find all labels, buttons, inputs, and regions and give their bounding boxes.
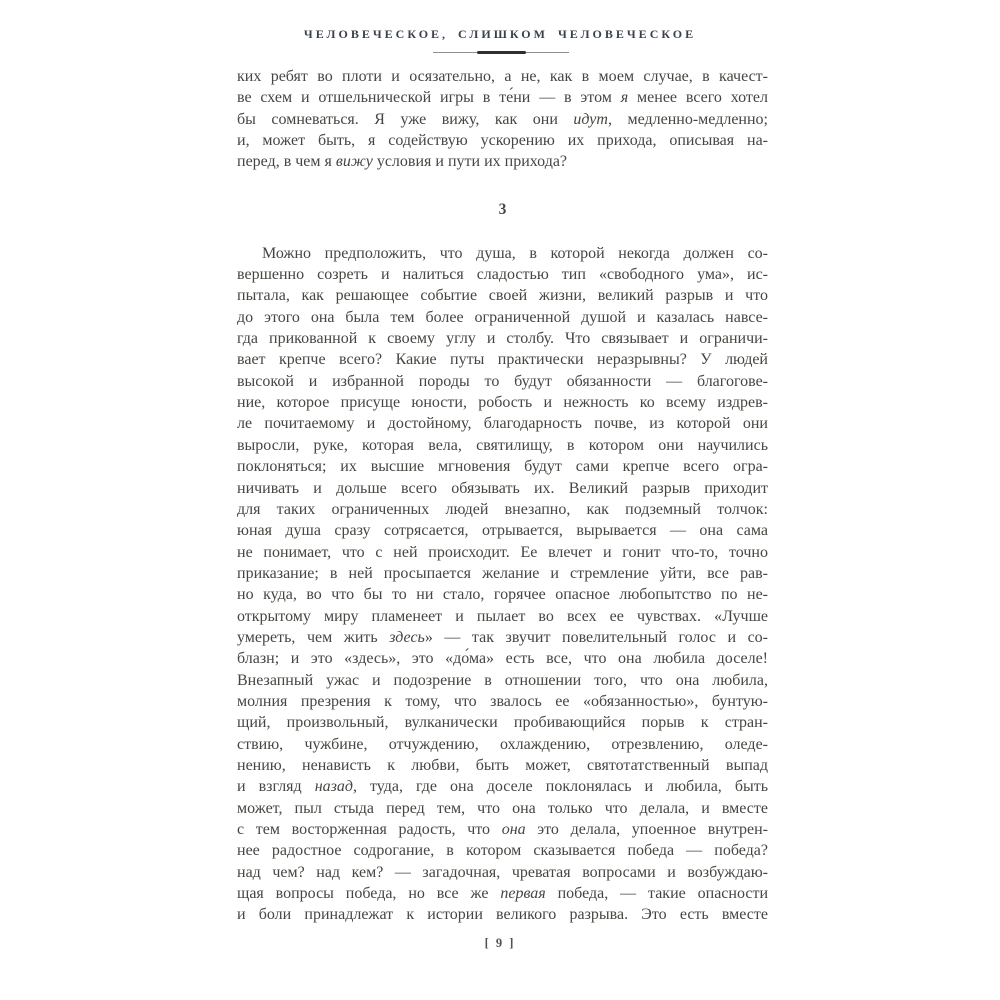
text-line bbox=[237, 456, 768, 477]
text-line bbox=[237, 563, 768, 584]
text-line bbox=[237, 520, 768, 541]
text-run: нению, ненависть к любви, быть может, святотатственный выпад bbox=[237, 756, 768, 774]
text-run: Можно предположить, что душа, в которой некогда должен со- bbox=[262, 244, 768, 262]
text-line bbox=[237, 776, 768, 797]
text-run: блазн; и это «здесь», это «до́ма» есть все, что она любила доселе! bbox=[237, 650, 768, 668]
text-line bbox=[237, 499, 768, 520]
paragraph bbox=[237, 66, 768, 173]
text-run: до этого она была тем более ограниченной душой и казалась навсе- bbox=[237, 308, 768, 326]
page-number: [ 9 ] bbox=[484, 936, 516, 950]
text-run: молния презрения к тому, что звалось ее «обязанностью», бунтую- bbox=[237, 692, 768, 710]
text-run: это делала, упоенное внутрен- bbox=[525, 821, 768, 838]
text-line bbox=[237, 109, 768, 130]
text-run: ве схем и отшельнической игры в те́ни — в этом bbox=[237, 89, 621, 107]
rule-thick-center bbox=[477, 51, 526, 54]
text-run: и взгляд bbox=[237, 778, 315, 796]
text-line bbox=[237, 819, 768, 840]
italic-text-run: идут bbox=[573, 110, 608, 128]
text-run: менее всего хотел bbox=[628, 89, 768, 107]
text-run: щий, произвольный, вулканически пробивающийся порыв к стран- bbox=[237, 714, 768, 732]
text-line bbox=[237, 606, 768, 627]
text-run: ние, которое присуще юности, робость и нежность ко всему издрев- bbox=[237, 394, 768, 412]
text-line bbox=[237, 584, 768, 605]
text-run: бы сомневаться. Я уже вижу, как они bbox=[237, 110, 574, 128]
text-run: » — так звучит повелительный голос и со- bbox=[424, 628, 768, 646]
text-line bbox=[237, 798, 768, 819]
text-run: открытому миру пламенеет и пылает во всех ее чувствах. «Лучше bbox=[237, 607, 768, 625]
text-run: умереть, чем жить bbox=[237, 628, 390, 646]
text-line bbox=[237, 435, 768, 456]
text-line bbox=[237, 712, 768, 733]
text-run: ствию, чужбине, отчуждению, охлаждению, отрезвлению, оледе- bbox=[237, 735, 768, 753]
text-line bbox=[237, 264, 768, 285]
text-line bbox=[237, 648, 768, 669]
text-line bbox=[237, 883, 768, 904]
text-run: щая вопросы победа, но все же bbox=[237, 885, 501, 903]
text-line bbox=[237, 627, 768, 648]
text-run: не понимает, что с ней происходит. Ее влечет и гонит что-то, точно bbox=[237, 543, 768, 561]
text-line bbox=[237, 413, 768, 434]
text-line bbox=[237, 243, 768, 264]
text-run: и боли принадлежат к истории великого разрыва. Это есть вместе bbox=[237, 906, 768, 924]
text-run: ких ребят во плоти и осязательно, а не, как в моем случае, в качест- bbox=[237, 68, 768, 85]
text-line bbox=[237, 478, 768, 499]
text-run: , медленно-медленно; bbox=[607, 110, 768, 128]
text-line bbox=[237, 151, 768, 172]
text-line bbox=[237, 66, 768, 87]
text-run: юная душа сразу сотрясается, отрывается, вырывается — она сама bbox=[237, 522, 768, 540]
italic-text-run: назад bbox=[314, 778, 353, 796]
italic-text-run: я bbox=[620, 89, 629, 107]
text-line bbox=[237, 285, 768, 306]
text-run: и, может быть, я содействую ускорению их прихода, описывая на- bbox=[237, 132, 768, 150]
text-line bbox=[237, 862, 768, 883]
text-line bbox=[237, 840, 768, 861]
text-run: Внезапный ужас и подозрение в отношении того, что она любила, bbox=[237, 671, 768, 689]
text-run: но куда, во что бы то ни стало, горячее опасное любопытство по не- bbox=[237, 586, 768, 604]
text-run: поклоняться; их высшие мгновения будут сами крепче всего огра- bbox=[237, 458, 768, 476]
text-run: победа, — такие опасности bbox=[545, 885, 768, 903]
italic-text-run: здесь bbox=[389, 628, 425, 646]
italic-text-run: первая bbox=[500, 885, 546, 903]
text-line bbox=[237, 349, 768, 370]
text-line bbox=[237, 392, 768, 413]
italic-text-run: она bbox=[501, 821, 526, 838]
text-run: выросли, руке, которая вела, святилищу, в котором они научились bbox=[237, 436, 768, 454]
italic-text-run: вижу bbox=[335, 153, 373, 171]
text-run: вершенно созреть и налиться сладостью тип «свободного ума», ис- bbox=[237, 266, 768, 284]
text-line bbox=[237, 691, 768, 712]
text-run: ничивать и дольше всего обязывать их. Великий разрыв приходит bbox=[237, 479, 768, 497]
text-line bbox=[237, 371, 768, 392]
text-run: нее радостное содрогание, в котором сказывается победа — победа? bbox=[237, 842, 768, 860]
text-run: условия и пути их прихода? bbox=[372, 153, 568, 171]
page-body bbox=[237, 66, 768, 926]
text-run: вает крепче всего? Какие путы практически неразрывны? У людей bbox=[237, 351, 768, 369]
text-line bbox=[237, 328, 768, 349]
text-line bbox=[237, 734, 768, 755]
text-run: гда прикованной к своему углу и столбу. Что связывает и ограничи- bbox=[237, 330, 768, 348]
running-header: ЧЕЛОВЕЧЕСКОЕ, СЛИШКОМ ЧЕЛОВЕЧЕСКОЕ bbox=[303, 27, 697, 41]
text-line bbox=[237, 87, 768, 108]
header-rule-ornament bbox=[433, 50, 569, 55]
text-line bbox=[237, 307, 768, 328]
text-line bbox=[237, 755, 768, 776]
text-run: , туда, где она доселе поклонялась и любила, быть bbox=[352, 778, 768, 796]
text-run: высокой и избранной породы то будут обязанности — благогове- bbox=[237, 372, 768, 390]
text-run: ле почитаемому и достойному, благодарность почве, из которой они bbox=[237, 415, 768, 433]
text-line bbox=[237, 670, 768, 691]
text-run: может, пыл стыда перед тем, что она только что делала, и вместе bbox=[237, 799, 768, 817]
text-run: для таких ограниченных людей внезапно, как подземный толчок: bbox=[237, 500, 768, 518]
text-run: приказание; в ней просыпается желание и стремление уйти, все рав- bbox=[237, 564, 768, 582]
text-run: с тем восторженная радость, что bbox=[237, 821, 502, 838]
text-line bbox=[237, 130, 768, 151]
paragraph bbox=[237, 243, 768, 926]
text-run: перед, в чем я bbox=[237, 153, 336, 171]
text-run: над чем? над кем? — загадочная, чреватая вопросами и возбуждаю- bbox=[237, 863, 768, 881]
section-number: 3 bbox=[498, 200, 507, 218]
text-run: пытала, как решающее событие своей жизни, великий разрыв и что bbox=[237, 287, 768, 305]
text-line bbox=[237, 904, 768, 925]
text-line bbox=[237, 542, 768, 563]
